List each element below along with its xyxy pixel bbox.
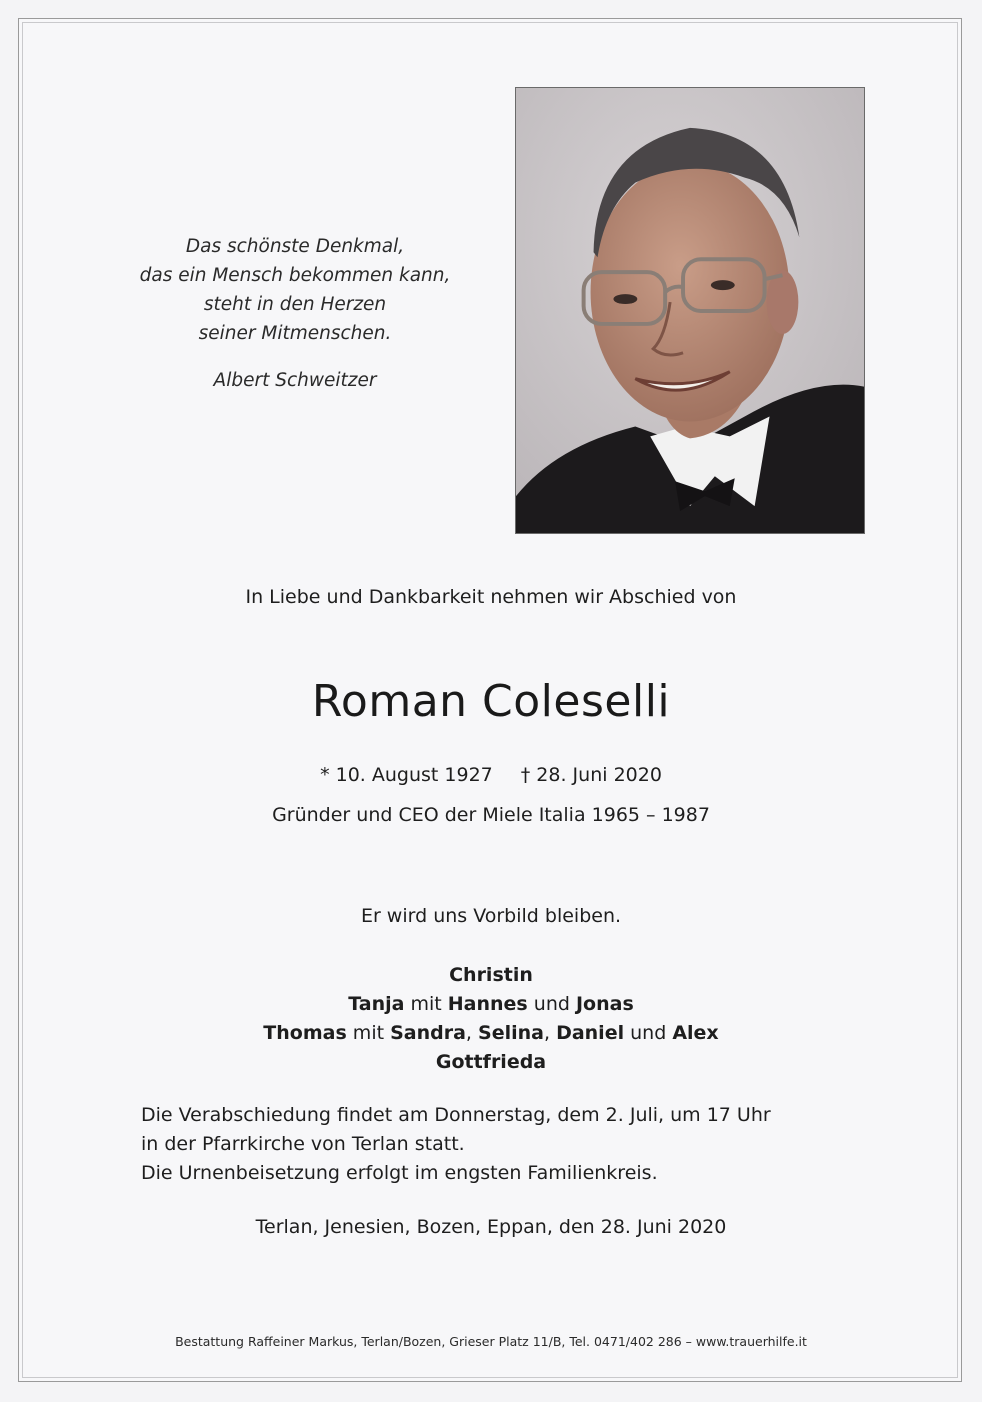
family-row xyxy=(0,990,982,1019)
family-row xyxy=(0,961,982,990)
family-list xyxy=(0,961,982,1077)
family-separator: , xyxy=(465,1022,479,1044)
funeral-home-footer: Bestattung Raffeiner Markus, Terlan/Bozen, Grieser Platz 11/B, Tel. 0471/402 286 – www.trauerhilfe.it xyxy=(175,1334,807,1349)
family-row xyxy=(0,1048,982,1077)
ceremony-info xyxy=(141,1101,861,1188)
family-name: Thomas xyxy=(263,1022,347,1044)
family-name: Gottfrieda xyxy=(435,1051,547,1073)
family-name: Selina xyxy=(478,1022,544,1044)
place-and-date: Terlan, Jenesien, Bozen, Eppan, den 28. Juni 2020 xyxy=(255,1216,727,1238)
quote-line: seiner Mitmenschen. xyxy=(198,323,392,344)
ceremony-line: in der Pfarrkirche von Terlan statt. xyxy=(141,1133,465,1155)
family-separator: und xyxy=(527,993,576,1015)
portrait-photo xyxy=(515,87,865,534)
motto: Er wird uns Vorbild bleiben. xyxy=(360,905,622,927)
portrait-illustration xyxy=(516,88,864,533)
quote-line: das ein Mensch bekommen kann, xyxy=(139,265,451,286)
family-separator: , xyxy=(543,1022,557,1044)
family-name: Jonas xyxy=(575,993,634,1015)
family-name: Sandra xyxy=(390,1022,466,1044)
family-name: Christin xyxy=(449,964,533,986)
ceremony-line: Die Urnenbeisetzung erfolgt im engsten Familienkreis. xyxy=(141,1162,658,1184)
family-name: Daniel xyxy=(556,1022,625,1044)
life-dates xyxy=(0,764,982,786)
family-name: Alex xyxy=(672,1022,719,1044)
family-separator: und xyxy=(624,1022,673,1044)
family-name: Tanja xyxy=(348,993,405,1015)
career-role: Gründer und CEO der Miele Italia 1965 – 1987 xyxy=(272,804,710,826)
death-date: † 28. Juni 2020 xyxy=(520,764,662,786)
quote-line: steht in den Herzen xyxy=(203,294,387,315)
family-row xyxy=(0,1019,982,1048)
family-name: Hannes xyxy=(447,993,528,1015)
deceased-name: Roman Coleselli xyxy=(311,676,671,727)
family-separator: mit xyxy=(346,1022,391,1044)
quote-author: Albert Schweitzer xyxy=(213,370,377,391)
birth-date: * 10. August 1927 xyxy=(320,764,493,786)
ceremony-line: Die Verabschiedung findet am Donnerstag, dem 2. Juli, um 17 Uhr xyxy=(141,1104,771,1126)
farewell-intro: In Liebe und Dankbarkeit nehmen wir Abschied von xyxy=(245,586,737,608)
quote-line: Das schönste Denkmal, xyxy=(185,236,405,257)
memorial-quote xyxy=(110,232,480,395)
family-separator: mit xyxy=(404,993,448,1015)
